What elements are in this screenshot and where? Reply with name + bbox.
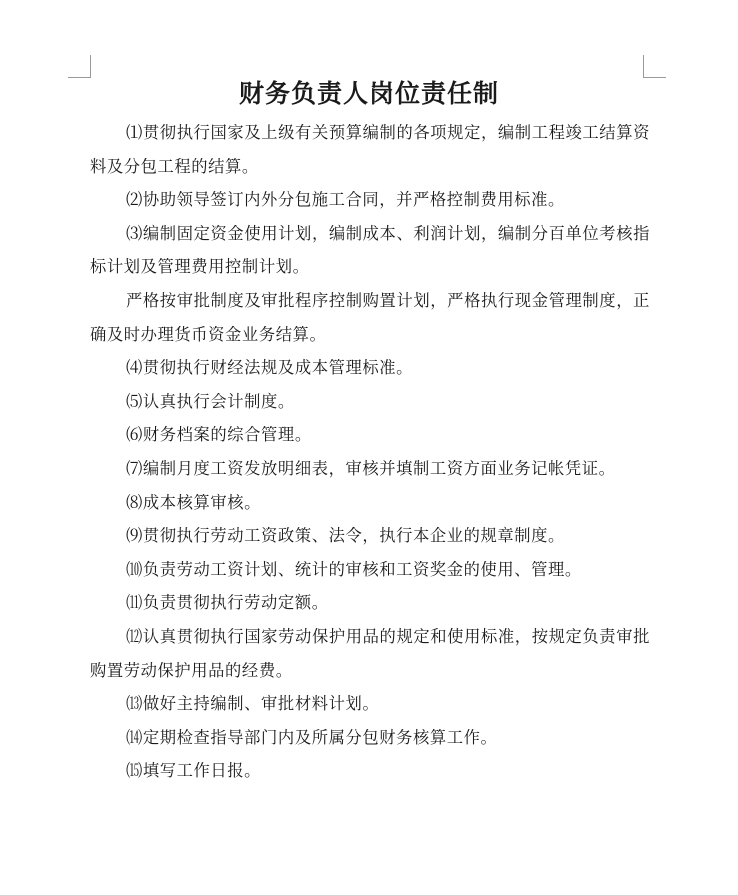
paragraph-1: ⑴贯彻执行国家及上级有关预算编制的各项规定，编制工程竣工结算资料及分包工程的结算。 bbox=[90, 123, 650, 176]
paragraph-8: ⑺编制月度工资发放明细表，审核并填制工资方面业务记帐凭证。 bbox=[126, 458, 616, 478]
paragraph-7: ⑹财务档案的综合管理。 bbox=[126, 425, 312, 445]
paragraph-9: ⑻成本核算审核。 bbox=[126, 492, 262, 512]
paragraph-2: ⑵协助领导签订内外分包施工合同，并严格控制费用标准。 bbox=[126, 190, 565, 210]
paragraph-16: ⒂填写工作日报。 bbox=[126, 761, 262, 781]
paragraph-4: 严格按审批制度及审批程序控制购置计划，严格执行现金管理制度，正确及时办理货币资金业务结算。 bbox=[90, 290, 650, 344]
paragraph-5: ⑷贯彻执行财经法规及成本管理标准。 bbox=[126, 358, 413, 378]
document-body bbox=[90, 116, 650, 788]
paragraph-14: ⒀做好主持编制、审批材料计划。 bbox=[126, 694, 380, 714]
paragraph-6: ⑸认真执行会计制度。 bbox=[126, 391, 295, 411]
paragraph-13: ⑿认真贯彻执行国家劳动保护用品的规定和使用标准，按规定负责审批购置劳动保护用品的经费。 bbox=[90, 626, 650, 680]
paragraph-11: ⑽负责劳动工资计划、统计的审核和工资奖金的使用、管理。 bbox=[126, 559, 582, 579]
paragraph-3: ⑶编制固定资金使用计划，编制成本、利润计划，编制分百单位考核指标计划及管理费用控制计划。 bbox=[90, 223, 650, 277]
paragraph-12: ⑾负责贯彻执行劳动定额。 bbox=[126, 593, 329, 613]
paragraph-10: ⑼贯彻执行劳动工资政策、法令，执行本企业的规章制度。 bbox=[126, 526, 565, 546]
paragraph-15: ⒁定期检查指导部门内及所属分包财务核算工作。 bbox=[126, 727, 498, 747]
document-title: 财务负责人岗位责任制 bbox=[238, 79, 499, 108]
